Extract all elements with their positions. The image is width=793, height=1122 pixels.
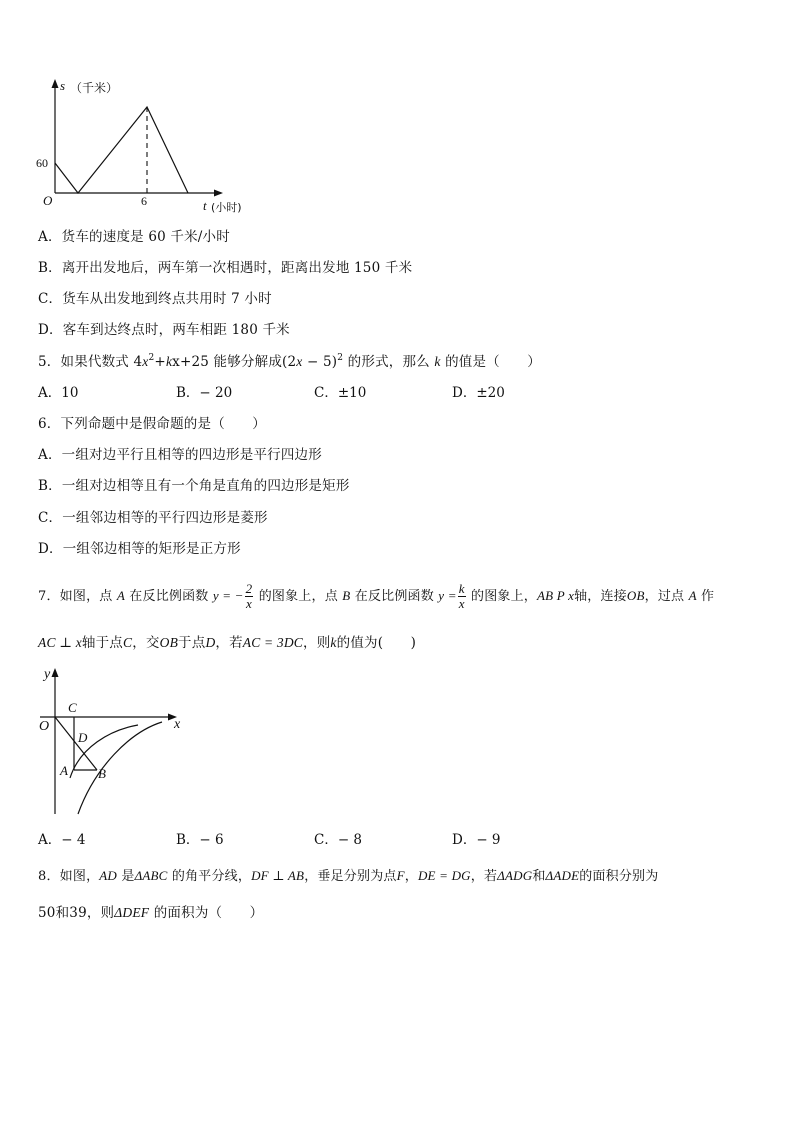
y-axis-label: s [60, 78, 66, 93]
q5-option-a: A．10 [38, 385, 79, 401]
q7-option-b: B．− 6 [176, 832, 224, 848]
q6-option-d: D．一组邻边相等的矩形是正方形 [38, 541, 241, 557]
q4-option-b: B．离开出发地后，两车第一次相遇时，距离出发地 150 千米 [38, 260, 413, 276]
label-b: B [98, 766, 106, 781]
q6-stem: 6．下列命题中是假命题的是（ ） [38, 416, 266, 432]
label-o: O [39, 719, 50, 734]
q6-option-b: B．一组对边相等且有一个角是直角的四边形是矩形 [38, 478, 350, 494]
q4-option-a: A．货车的速度是 60 千米/小时 [38, 229, 230, 245]
x-tick-label: 6 [141, 194, 147, 208]
q7-stem-line1: 7．如图，点 A 在反比例函数 y = − $\frac{2}{x}$ 的图象上，点 B 在反比例函数 y = $\frac{k}{x}$ 的图象上，AB P x轴，连接OB，过点 A 作 [38, 581, 715, 611]
label-c: C [68, 700, 77, 715]
q6-option-c: C．一组邻边相等的平行四边形是菱形 [38, 510, 268, 526]
q7-option-d: D．− 9 [452, 832, 501, 848]
y-axis-arrow [52, 79, 59, 88]
q4-option-c: C．货车从出发地到终点共用时 7 小时 [38, 291, 272, 307]
label-x: x [174, 717, 181, 732]
x-axis-arrow [214, 190, 223, 197]
q7-option-a: A．− 4 [38, 832, 86, 848]
q7-stem-line2: AC ⊥ x轴于点C，交OB于点D，若AC = 3DC，则k的值为( ) [38, 635, 417, 651]
y-tick-label: 60 [36, 156, 48, 170]
label-y: y [44, 667, 51, 682]
distance-time-graph [30, 75, 260, 220]
q5-option-b: B．− 20 [176, 385, 233, 401]
q6-option-a: A．一组对边平行且相等的四边形是平行四边形 [38, 447, 322, 463]
fraction-k-over-x: $\frac{k}{x}$ [458, 581, 465, 611]
y-unit-label: （千米） [70, 81, 119, 95]
x-axis-label: t [203, 198, 207, 213]
hyperbola-figure [30, 662, 200, 822]
graph-line [55, 107, 188, 193]
x-unit-label: (小时) [211, 201, 242, 214]
curve-outer [78, 722, 162, 814]
q4-option-d: D．客车到达终点时，两车相距 180 千米 [38, 322, 290, 338]
q5-option-c: C．±10 [314, 385, 367, 401]
label-a: A [60, 763, 68, 778]
q5-option-d: D．±20 [452, 385, 505, 401]
q7-option-c: C．− 8 [314, 832, 363, 848]
fraction-2-over-x: $\frac{2}{x}$ [245, 581, 253, 611]
origin-label: O [43, 193, 53, 208]
q5-stem: 5．如果代数式 $4x^2+kx+25$ 能够分解成$(2x - 5)^2$ 的形式，那么 k 的值是（ ） [38, 353, 541, 370]
label-d: D [78, 730, 88, 745]
y-axis-arrow [52, 668, 59, 677]
q8-stem-line1: 8．如图，AD 是ΔABC 的角平分线，DF ⊥ AB，垂足分别为点F，DE = DG，若ΔADG和ΔADE的面积分别为 [38, 868, 659, 884]
q8-stem-line2: 50和39，则ΔDEF 的面积为（ ） [38, 905, 264, 921]
